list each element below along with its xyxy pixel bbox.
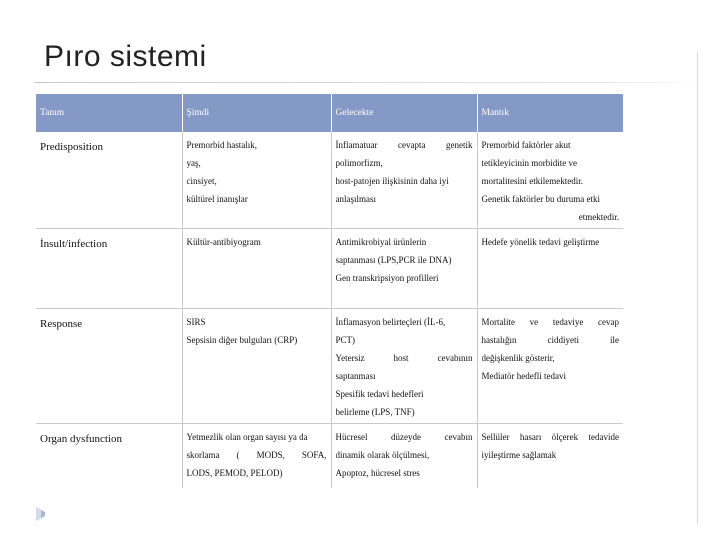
cell-logic [477, 229, 623, 309]
cell-logic-line: Mortalite ve tedaviye cevap [481, 317, 619, 327]
cell-future-line: İnflamasyon belirteçleri (İL-6, [335, 317, 446, 327]
cell-now-line: cinsiyet, [186, 176, 217, 186]
row-label [36, 132, 182, 229]
cell-future-line: İnflamatuar cevapta genetik [335, 140, 473, 150]
row-label [36, 229, 182, 309]
table-row [36, 132, 623, 229]
column-header-now: Şimdi [182, 94, 331, 132]
table-row [36, 424, 623, 488]
slide-title: Pıro sistemi [44, 40, 207, 73]
cell-now-line: kültürel inanışlar [186, 194, 248, 204]
table-row [36, 309, 623, 424]
cell-logic-line: etmektedir. [578, 212, 619, 222]
cell-logic-line: tetikleyicinin morbidite ve [481, 158, 577, 168]
column-header-logic: Mantık [477, 94, 623, 132]
cell-now-line: Yetmezlik olan organ sayısı ya da [186, 432, 308, 442]
cell-now [182, 309, 331, 424]
cell-logic-line: Hedefe yönelik tedavi geliştirme [481, 237, 600, 247]
cell-now-line: Sepsisin diğer bulguları (CRP) [186, 335, 298, 345]
row-label-text: Response [40, 318, 83, 330]
row-label-text: Organ dysfunction [40, 433, 122, 445]
row-label-text: İnsult/infection [40, 238, 108, 250]
cell-logic-line: Premorbid faktörler akut [481, 140, 571, 150]
cell-future [331, 424, 477, 488]
column-header-definition: Tanım [36, 94, 182, 132]
piro-table [36, 94, 623, 488]
cell-future [331, 132, 477, 229]
cell-logic-line: Mediatör hedefli tedavi [481, 371, 566, 381]
cell-logic-line: iyileştirme sağlamak [481, 450, 557, 460]
right-edge-divider [697, 52, 698, 524]
cell-now-line: Premorbid hastalık, [186, 140, 257, 150]
cell-future-line: Yetersiz host cevabının [335, 353, 473, 363]
cell-future-line: host-patojen ilişkisinin daha iyi [335, 176, 449, 186]
row-label [36, 309, 182, 424]
cell-logic [477, 132, 623, 229]
cell-now-line: skorlama ( MODS, SOFA, [186, 450, 327, 460]
cell-future-line: Spesifik tedavi hedefleri [335, 389, 424, 399]
cell-future-line: Antimikrobiyal ürünlerin [335, 237, 427, 247]
cell-logic-line: Sellüler hasarı ölçerek tedavide [481, 432, 619, 442]
cell-future-line: dinamik olarak ölçülmesi, [335, 450, 430, 460]
cell-now [182, 424, 331, 488]
table-header-row [36, 94, 623, 132]
cell-now [182, 132, 331, 229]
cell-logic-line: hastalığın ciddiyeti ile [481, 335, 619, 345]
cell-future [331, 229, 477, 309]
row-label [36, 424, 182, 488]
slide-corner-mark-icon [36, 507, 48, 521]
cell-future-line: saptanması [335, 371, 376, 381]
title-divider [34, 82, 706, 83]
cell-now-line: LODS, PEMOD, PELOD) [186, 468, 283, 478]
cell-now [182, 229, 331, 309]
cell-future-line: Apoptoz, hücresel stres [335, 468, 420, 478]
cell-future-line: belirleme (LPS, TNF) [335, 407, 415, 417]
cell-future-line: PCT) [335, 335, 356, 345]
cell-logic [477, 309, 623, 424]
cell-now-line: Kültür-antibiyogram [186, 237, 261, 247]
cell-logic-line: değişkenlik gösterir, [481, 353, 555, 363]
cell-future [331, 309, 477, 424]
cell-logic-line: Genetik faktörler bu duruma etki [481, 194, 600, 204]
cell-logic-line: mortalitesini etkilemektedir. [481, 176, 583, 186]
cell-now-line: yaş, [186, 158, 201, 168]
cell-future-line: anlaşılması [335, 194, 376, 204]
cell-future-line: Hücresel düzeyde cevabın [335, 432, 473, 442]
cell-now-line: SIRS [186, 317, 206, 327]
cell-future-line: saptanması (LPS,PCR ile DNA) [335, 255, 452, 265]
row-label-text: Predisposition [40, 141, 103, 153]
cell-future-line: Gen transkripsiyon profilleri [335, 273, 439, 283]
table-row [36, 229, 623, 309]
column-header-future: Gelecekte [331, 94, 477, 132]
cell-logic [477, 424, 623, 488]
cell-future-line: polimorfizm, [335, 158, 383, 168]
